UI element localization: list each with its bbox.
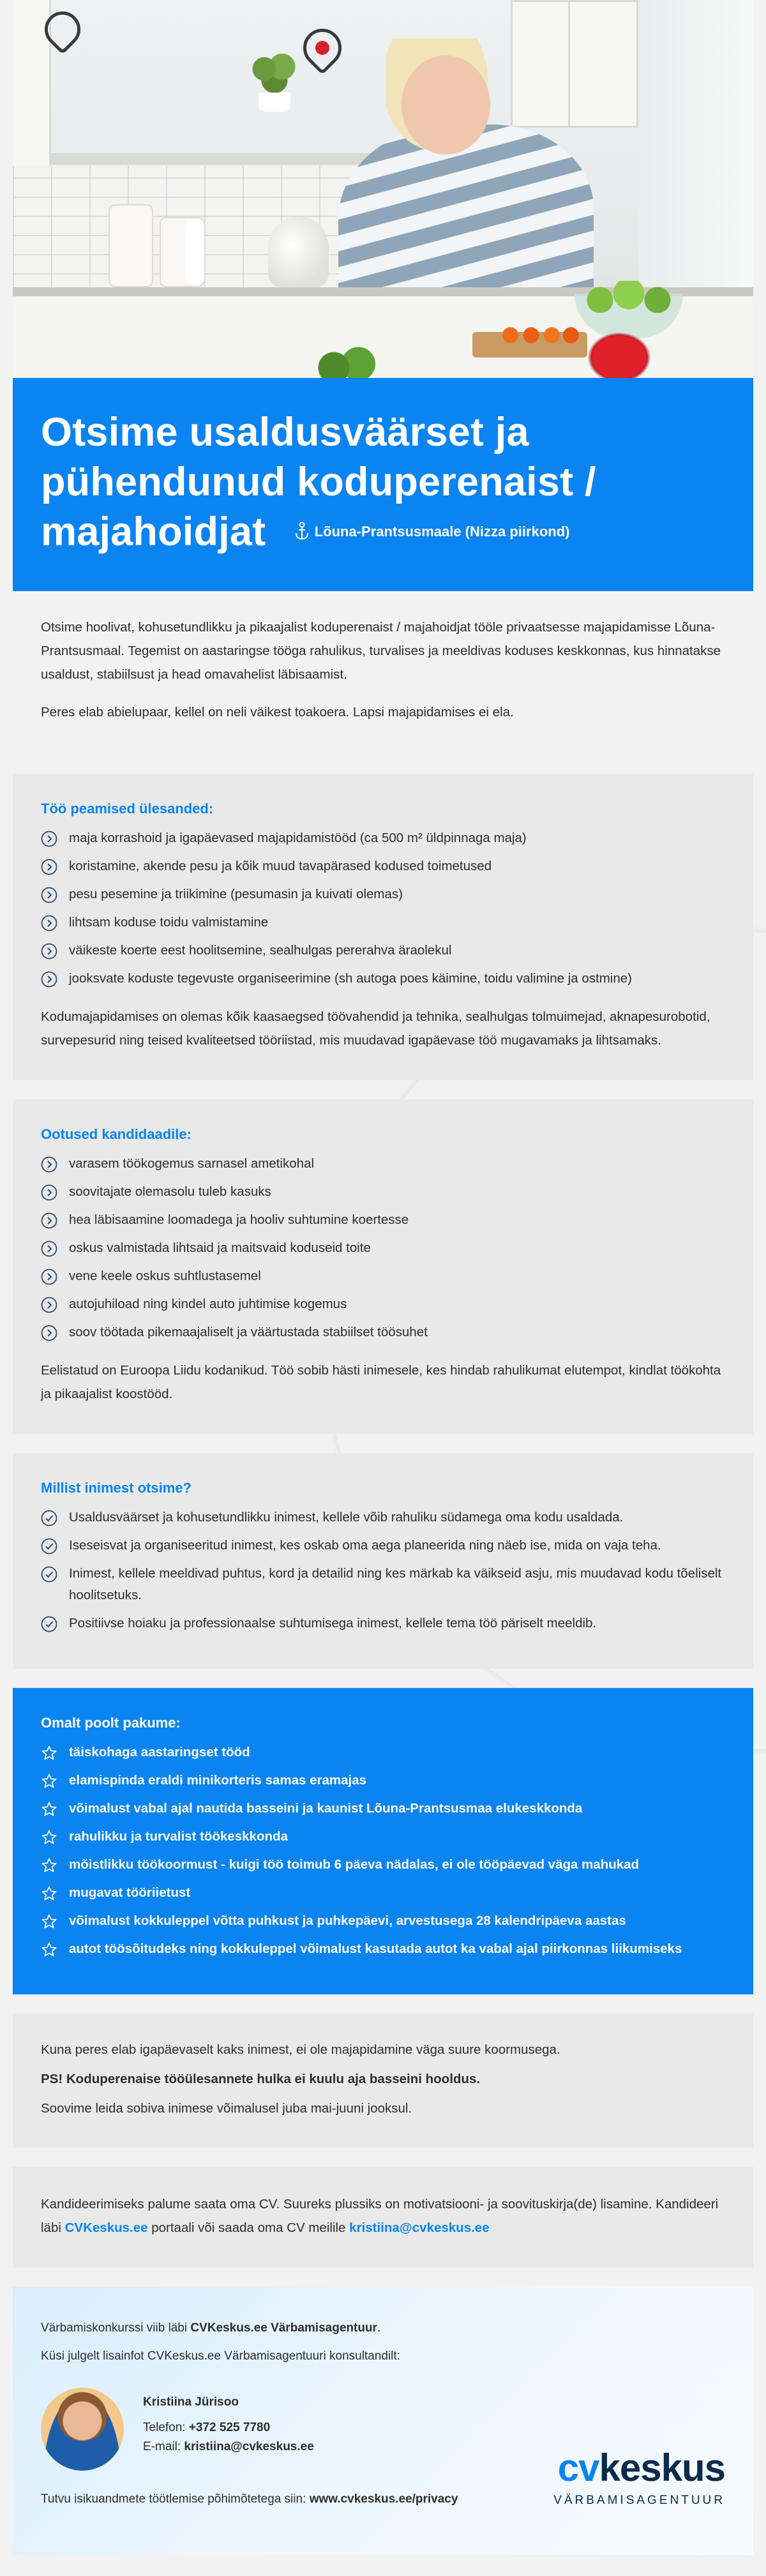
bottle — [185, 220, 204, 284]
cabinet-door — [568, 0, 638, 128]
list-item-text: Inimest, kellele meeldivad puhtus, kord ja detailid ning kes märkab ka väikseid asju, mis muudavad kodu tõeliselt hoolitsetuks. — [69, 1566, 722, 1602]
list-item — [41, 1153, 725, 1175]
hero-image — [13, 0, 753, 378]
logo-wordmark — [553, 2446, 725, 2489]
closing-paragraph: Kuna peres elab igapäevaselt kaks inimest, ei ole majapidamine väga suure koormusega. — [41, 2042, 560, 2057]
list-item — [41, 1770, 725, 1791]
email-label: E-mail: — [143, 2440, 184, 2453]
list-item-text: Iseseisvat ja organiseeritud inimest, kes oskab oma aega planeerida ning näeb ise, mida on vaja teha. — [69, 1538, 661, 1553]
apply-card — [13, 2167, 753, 2268]
chevron-right-circle-icon — [41, 1184, 57, 1201]
agency-name: CVKeskus.ee Värbamisagentuur — [190, 2321, 377, 2335]
list-item-text: rahulikku ja turvalist töökeskkonda — [69, 1829, 288, 1844]
logo-keskus: keskus — [599, 2446, 725, 2489]
plant — [249, 51, 300, 96]
tomatoes — [498, 326, 581, 345]
logo-tagline: VÄRBAMISAGENTUUR — [553, 2494, 725, 2507]
list-item — [41, 1265, 725, 1287]
list-item-text: täiskohaga aastaringset tööd — [69, 1745, 250, 1759]
list-item-text: Positiivse hoiaku ja professionaalse suhtumisega inimest, kellele tema töö päriselt meeldib. — [69, 1616, 597, 1631]
list-item — [41, 912, 725, 933]
check-circle-icon — [41, 1566, 57, 1583]
list-item-text: autojuhiload ning kindel auto juhtimise kogemus — [69, 1297, 347, 1311]
list-item — [41, 1854, 725, 1876]
list-item — [41, 1237, 725, 1259]
list-item-text: hea läbisaamine loomadega ja hooliv suhtumine koertesse — [69, 1212, 409, 1227]
list-item — [41, 1293, 725, 1315]
list-item — [41, 1882, 725, 1904]
list-item-text: oskus valmistada lihtsaid ja maitsvaid koduseid toite — [69, 1240, 371, 1255]
list-item-text: soov töötada pikemaajaliselt ja väärtustada stabiilset töösuhet — [69, 1325, 428, 1339]
list-item-text: autot töösõitudeks ning kokkuleppel võimalust kasutada autot ka vabal ajal piirkonnas liikumiseks — [69, 1941, 682, 1956]
cvkeskus-logo — [553, 2446, 725, 2510]
chevron-right-circle-icon — [41, 831, 57, 847]
chevron-right-circle-icon — [41, 859, 57, 875]
chevron-right-circle-icon — [41, 1297, 57, 1313]
star-icon — [41, 1745, 57, 1761]
list-item — [41, 827, 725, 849]
privacy-prefix: Tutvu isikuandmete töötlemise põhimõtetega siin: — [41, 2492, 310, 2506]
cvkeskus-portal-link[interactable]: CVKeskus.ee — [64, 2220, 148, 2235]
closing-card — [13, 2014, 753, 2148]
list-item-text: võimalust vabal ajal nautida basseini ja kaunist Lõuna-Prantsusmaa elukeskkonda — [69, 1801, 583, 1816]
list-item-text: soovitajate olemasolu tuleb kasuks — [69, 1184, 271, 1199]
list-item-text: lihtsam koduse toidu valmistamine — [69, 915, 269, 930]
list-item-text: jooksvate koduste tegevuste organiseerimine (sh autoga poes käimine, toidu valimine ja ostmine) — [69, 971, 632, 986]
ideal-person-heading: Millist inimest otsime? — [41, 1480, 192, 1496]
chevron-right-circle-icon — [41, 1240, 57, 1257]
offer-heading: Omalt poolt pakume: — [41, 1715, 181, 1731]
list-item-text: mugavat tööriietust — [69, 1885, 191, 1900]
avatar — [41, 2388, 124, 2471]
heart-decoration — [296, 21, 350, 75]
star-icon — [41, 1773, 57, 1789]
chevron-right-circle-icon — [41, 971, 57, 988]
page-title: Otsime usaldusväärset ja pühendunud koduperenaist / majahoidjat — [41, 410, 596, 554]
chevron-right-circle-icon — [41, 915, 57, 931]
chevron-right-circle-icon — [41, 1325, 57, 1341]
list-item-text: vene keele oskus suhtlustasemel — [69, 1269, 261, 1283]
plant-pot — [259, 93, 290, 112]
contact-info — [143, 2388, 314, 2471]
list-item — [41, 855, 725, 877]
apply-text-part: Kandideerimiseks palume saata oma CV. Suureks plussiks on motivatsiooni- ja soovituskirja(de) lisamine. Kandideeri läbi — [41, 2197, 719, 2235]
list-item — [41, 1563, 725, 1606]
list-item — [41, 1507, 725, 1528]
chevron-right-circle-icon — [41, 1212, 57, 1229]
content-column — [13, 0, 753, 2555]
jar — [109, 204, 153, 287]
expectations-note: Eelistatud on Euroopa Liidu kodanikud. Töö sobib hästi inimesele, kes hindab rahulikumat elutempot, kindlat töökohta ja pikaajalist koostööd. — [41, 1363, 721, 1401]
phone-line — [143, 2418, 314, 2437]
expectations-list — [41, 1153, 725, 1343]
title-banner — [13, 378, 753, 591]
duties-card — [13, 774, 753, 1080]
pool-note: PS! Koduperenaise tööülesannete hulka ei kuulu aja basseini hooldus. — [41, 2072, 481, 2086]
closing-paragraph: Soovime leida sobiva inimese võimalusel juba mai-juuni jooksul. — [41, 2101, 412, 2116]
privacy-link[interactable]: www.cvkeskus.ee/privacy — [309, 2492, 458, 2506]
list-item-text: koristamine, akende pesu ja kõik muud tavapärased kodused toimetused — [69, 859, 492, 873]
list-item-text: mõistlikku töökoormust - kuigi töö toimub 6 päeva nädalas, ei ole tööpäevad väga mahukad — [69, 1857, 640, 1872]
list-item-text: pesu pesemine ja triikimine (pesumasin ja kuivati olemas) — [69, 887, 403, 901]
list-item — [41, 1613, 725, 1634]
list-item-text: varasem töökogemus sarnasel ametikohal — [69, 1156, 314, 1171]
kettle — [268, 217, 329, 287]
duties-note: Kodumajapidamises on olemas kõik kaasaegsed töövahendid ja tehnika, sealhulgas tolmuimejad, aknapesurobotid, survepesurid ning teised kvaliteetsed tööriistad, mis muudavad igapäevase töö mugavamaks ja lihtsamaks. — [41, 1009, 710, 1048]
list-item — [41, 1742, 725, 1763]
email-line — [143, 2437, 314, 2457]
location-text: Lõuna-Prantsusmaale (Nizza piirkond) — [314, 523, 570, 539]
list-item-text: võimalust kokkuleppel võtta puhkust ja puhkepäevi, arvestusega 28 kalendripäeva aastas — [69, 1913, 626, 1928]
location — [294, 522, 570, 541]
star-icon — [41, 1913, 57, 1930]
intro-paragraph: Peres elab abielupaar, kellel on neli väikest toakoera. Lapsi majapidamises ei ela. — [41, 705, 514, 719]
anchor-icon — [294, 522, 310, 541]
intro-section — [13, 591, 753, 755]
consultant-intro: Küsi julgelt lisainfot CVKeskus.ee Värbamisagentuuri konsultandilt: — [41, 2349, 400, 2363]
consultant-name: Kristiina Jürisoo — [143, 2395, 239, 2409]
list-item — [41, 1209, 725, 1231]
expectations-heading: Ootused kandidaadile: — [41, 1126, 192, 1142]
list-item — [41, 1910, 725, 1932]
offer-card — [13, 1688, 753, 1994]
email-link[interactable]: kristiina@cvkeskus.ee — [349, 2220, 490, 2235]
star-icon — [41, 1801, 57, 1818]
list-item — [41, 940, 725, 961]
apply-text — [41, 2192, 725, 2240]
star-icon — [41, 1857, 57, 1874]
list-item — [41, 968, 725, 990]
list-item-text: väikeste koerte eest hoolitsemine, sealhulgas pererahva äraolekul — [69, 943, 452, 958]
chevron-right-circle-icon — [41, 943, 57, 960]
vegetables — [313, 345, 383, 378]
list-item-text: Usaldusväärset ja kohusetundlikku inimest, kellele võib rahuliku südamega oma kodu usaldada. — [69, 1510, 624, 1525]
offer-list — [41, 1742, 725, 1960]
agency-line — [41, 2319, 725, 2338]
list-item — [41, 1181, 725, 1203]
phone-number[interactable]: +372 525 7780 — [188, 2421, 271, 2434]
list-item — [41, 1535, 725, 1556]
star-icon — [41, 1829, 57, 1846]
footer — [13, 2287, 753, 2555]
star-icon — [41, 1941, 57, 1958]
intro-paragraph: Otsime hoolivat, kohusetundlikku ja pikaajalist koduperenaist / majahoidjat tööle privaatsesse majapidamisse Lõuna-Prantsusmaal. Tegemist on aastaringse tööga rahulikus, turvalises ja meeldivas koduses keskkonnas, kus hinnatakse usaldust, stabiilsust ja head omavahelist läbisaamist. — [41, 620, 721, 682]
chevron-right-circle-icon — [41, 1156, 57, 1173]
list-item — [41, 884, 725, 905]
duties-heading: Töö peamised ülesanded: — [41, 801, 214, 817]
list-item — [41, 1322, 725, 1343]
ideal-person-list — [41, 1507, 725, 1634]
chevron-right-circle-icon — [41, 1269, 57, 1285]
list-item — [41, 1938, 725, 1960]
red-pepper — [587, 332, 651, 378]
check-circle-icon — [41, 1616, 57, 1632]
woman-head — [386, 38, 495, 160]
list-item — [41, 1798, 725, 1819]
apply-text-part: portaali või saada oma CV meilile — [147, 2220, 350, 2235]
logo-cv: cv — [557, 2446, 599, 2489]
check-circle-icon — [41, 1510, 57, 1526]
list-item — [41, 1826, 725, 1848]
agency-suffix: . — [377, 2321, 381, 2335]
check-circle-icon — [41, 1538, 57, 1555]
phone-label: Telefon: — [143, 2421, 189, 2434]
ideal-person-card — [13, 1453, 753, 1669]
star-icon — [41, 1885, 57, 1902]
expectations-card — [13, 1099, 753, 1434]
chevron-right-circle-icon — [41, 887, 57, 903]
list-item-text: maja korrashoid ja igapäevased majapidamistööd (ca 500 m² üldpinnaga maja) — [69, 831, 527, 845]
list-item-text: elamispinda eraldi minikorteris samas eramajas — [69, 1773, 367, 1788]
salad — [581, 281, 677, 313]
consultant-email[interactable]: kristiina@cvkeskus.ee — [184, 2440, 314, 2453]
duties-list — [41, 827, 725, 990]
agency-prefix: Värbamiskonkurssi viib läbi — [41, 2321, 191, 2335]
